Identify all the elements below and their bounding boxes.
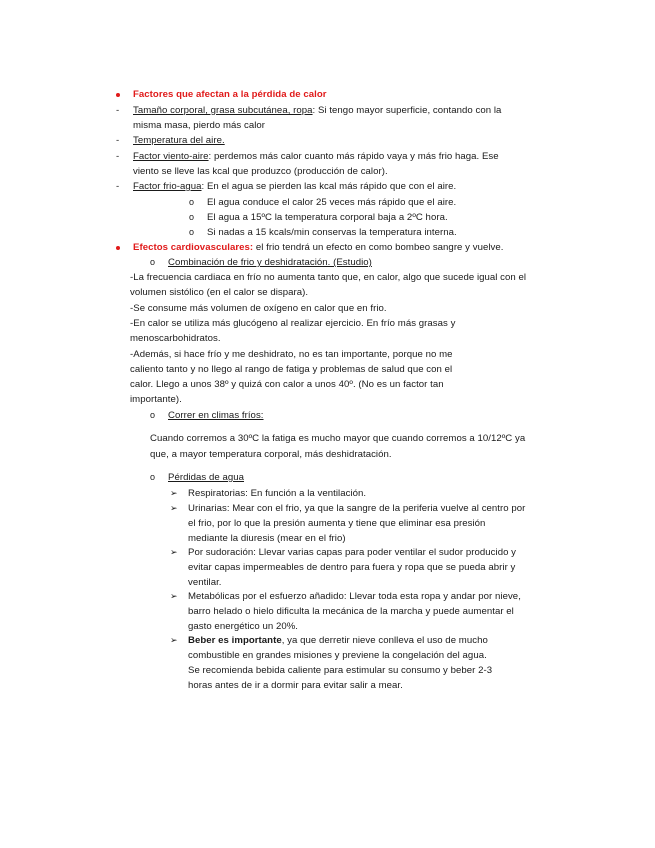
circle-bullet-icon: o bbox=[189, 212, 195, 222]
arrow-item-continuation: gasto energético un 20%. bbox=[188, 621, 299, 632]
item-text: : Si tengo mayor superficie, contando con la bbox=[312, 105, 502, 116]
circle-bullet-icon: o bbox=[189, 227, 195, 237]
arrow-item-continuation: horas antes de ir a dormir para evitar salir a mear. bbox=[188, 680, 403, 691]
paragraph-line: -Se consume más volumen de oxígeno en calor que en frio. bbox=[130, 303, 387, 314]
item-label: Factor viento-aire bbox=[133, 151, 209, 162]
paragraph-line: -Además, si hace frío y me deshidrato, no es tan importante, porque no me bbox=[130, 349, 453, 360]
circle-bullet-icon: o bbox=[150, 257, 156, 267]
arrow-item bbox=[188, 634, 488, 647]
list-item bbox=[133, 180, 456, 193]
subsection-label: Combinación de frio y deshidratación. (Estudio) bbox=[168, 257, 372, 268]
arrow-item: Respiratorias: En función a la ventilación. bbox=[188, 488, 367, 499]
arrow-bullet-icon: ➢ bbox=[170, 503, 178, 513]
dash-marker: - bbox=[116, 181, 120, 192]
arrow-bullet-icon: ➢ bbox=[170, 635, 178, 645]
bold-phrase: Beber es importante bbox=[188, 635, 282, 646]
arrow-item-continuation: barro helado o hielo dificulta la mecánica de la marcha y puede aumentar el bbox=[188, 606, 514, 617]
arrow-bullet-icon: ➢ bbox=[170, 591, 178, 601]
circle-bullet-icon: o bbox=[189, 197, 195, 207]
subsection-label: Pérdidas de agua bbox=[168, 472, 245, 483]
sub-point: El agua a 15ºC la temperatura corporal baja a 2ºC hora. bbox=[207, 212, 448, 223]
section-title: Factores que afectan a la pérdida de calor bbox=[133, 89, 327, 100]
item-continuation: misma masa, pierdo más calor bbox=[133, 120, 266, 131]
paragraph-line: caliento tanto y no llego al rango de fatiga y problemas de salud que con el bbox=[130, 364, 453, 375]
paragraph-line: calor. Llego a unos 38º y quizá con calor a unos 40º. (No es un factor tan bbox=[130, 379, 444, 390]
subsection-label: Correr en climas fríos: bbox=[168, 410, 264, 421]
arrow-item-text: , ya que derretir nieve conlleva el uso de mucho bbox=[281, 635, 488, 646]
section-title: Efectos cardiovasculares: bbox=[133, 242, 254, 253]
paragraph-line: -En calor se utiliza más glucógeno al realizar ejercicio. En frío más grasas y bbox=[130, 318, 456, 329]
paragraph-line: importante). bbox=[130, 394, 182, 405]
arrow-item-continuation: mediante la diuresis (mear en el frio) bbox=[188, 533, 346, 544]
dash-marker: - bbox=[116, 105, 120, 116]
arrow-item: Metabólicas por el esfuerzo añadido: Llevar toda esta ropa y andar por nieve, bbox=[188, 591, 521, 602]
paragraph-line: volumen sistólico (en el calor se dispara). bbox=[130, 287, 309, 298]
sub-point: Si nadas a 15 kcals/min conservas la temperatura interna. bbox=[207, 227, 457, 238]
arrow-item: Por sudoración: Llevar varias capas para poder ventilar el sudor producido y bbox=[188, 547, 517, 558]
section-title-rest: el frio tendrá un efecto en como bombeo sangre y vuelve. bbox=[253, 242, 504, 253]
item-label: Factor frio-agua bbox=[133, 181, 202, 192]
sub-point: El agua conduce el calor 25 veces más rápido que el aire. bbox=[207, 197, 457, 208]
arrow-bullet-icon: ➢ bbox=[170, 488, 178, 498]
item-continuation: viento se lleve las kcal que produzco (producción de calor). bbox=[133, 166, 388, 177]
bullet-icon bbox=[116, 93, 120, 97]
arrow-item-continuation: combustible en grandes misiones y previene la congelación del agua. bbox=[188, 650, 487, 661]
arrow-item-continuation: Se recomienda bebida caliente para estimular su consumo y beber 2-3 bbox=[188, 665, 493, 676]
bullet-icon bbox=[116, 246, 120, 250]
list-item bbox=[133, 104, 501, 117]
arrow-item-continuation: el frio, por lo que la presión aumenta y tiene que eliminar esa presión bbox=[188, 518, 486, 529]
arrow-item: Urinarias: Mear con el frio, ya que la sangre de la periferia vuelve al centro por bbox=[188, 503, 526, 514]
circle-bullet-icon: o bbox=[150, 410, 156, 420]
circle-bullet-icon: o bbox=[150, 472, 156, 482]
paragraph-line: Cuando corremos a 30ºC la fatiga es mucho mayor que cuando corremos a 10/12ºC ya bbox=[150, 433, 526, 444]
list-item bbox=[133, 150, 499, 163]
paragraph-line: -La frecuencia cardiaca en frío no aumenta tanto que, en calor, algo que sucede igual con el bbox=[130, 272, 527, 283]
dash-marker: - bbox=[116, 151, 120, 162]
paragraph-line: menoscarbohidratos. bbox=[130, 333, 221, 344]
arrow-bullet-icon: ➢ bbox=[170, 547, 178, 557]
section-title-line bbox=[133, 241, 503, 254]
item-label: Temperatura del aire. bbox=[133, 135, 225, 146]
dash-marker: - bbox=[116, 135, 120, 146]
item-text: : En el agua se pierden las kcal más rápido que con el aire. bbox=[201, 181, 457, 192]
paragraph-line: que, a mayor temperatura corporal, más deshidratación. bbox=[150, 449, 392, 460]
arrow-item-continuation: ventilar. bbox=[188, 577, 222, 588]
arrow-item-continuation: evitar capas impermeables de dentro para fuera y ropa que se pueda abrir y bbox=[188, 562, 516, 573]
item-text: : perdemos más calor cuanto más rápido vaya y más frio haga. Ese bbox=[208, 151, 499, 162]
item-label: Tamaño corporal, grasa subcutánea, ropa bbox=[133, 105, 313, 116]
